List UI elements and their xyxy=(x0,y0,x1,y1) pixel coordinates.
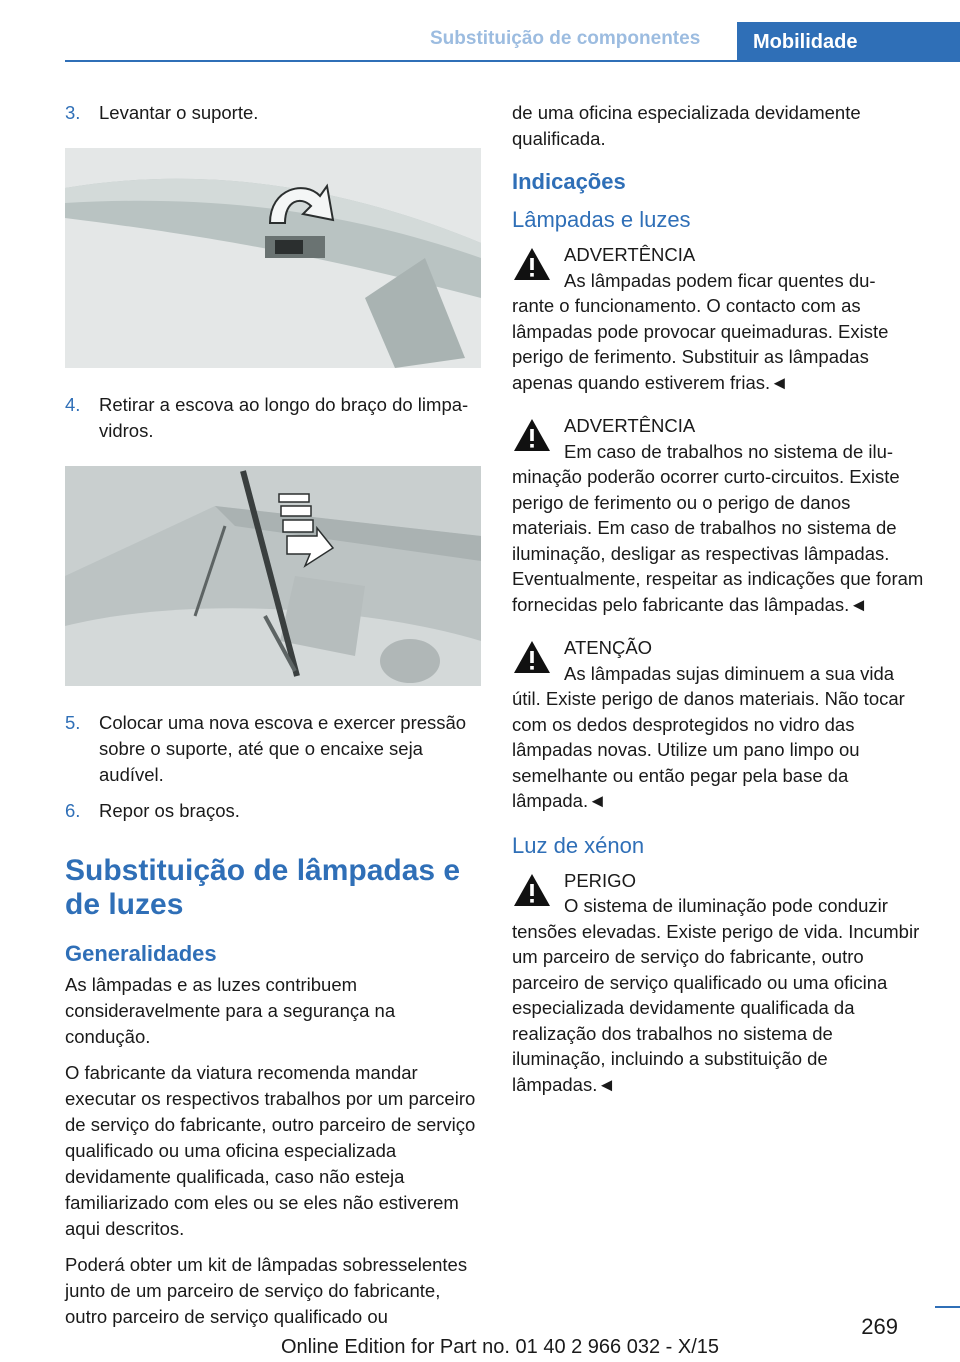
warning-triangle-icon xyxy=(512,246,552,282)
paragraph: As lâmpadas e as luzes contribuem consideravelmente para a segurança na condução. xyxy=(65,974,396,1047)
header-section-title: Substituição de componentes xyxy=(430,28,701,49)
warning-label: ADVERTÊNCIA xyxy=(564,244,696,265)
wiper-blade-removal-illustration xyxy=(65,466,481,686)
subsection-heading: Generalidades xyxy=(65,941,217,966)
paragraph-continued: de uma oficina especializada devidamente qualificada. xyxy=(512,102,861,149)
page-number: 269 xyxy=(861,1314,898,1339)
danger-first-line: O sistema de iluminação pode conduzir xyxy=(564,895,888,916)
step-number: 4. xyxy=(65,394,81,415)
right-column xyxy=(512,100,924,1115)
danger-text: tensões elevadas. Existe perigo de vida. Incumbir um parceiro de serviço do fabricante, outro parceiro de serviço qualificado ou uma oficina especializada devidamente qualificada da realização dos trabalhos no sistema de iluminação, incluindo a substituição de lâmpadas.◄ xyxy=(512,920,920,1095)
warning-block xyxy=(512,242,924,395)
warning-text: rante o funcionamento. O contacto com as lâmpadas pode provocar queimaduras. Existe perigo de ferimento. Substituir as lâmpadas apenas quando estiverem frias.◄ xyxy=(512,295,889,393)
step-text: Colocar uma nova escova e exercer pressão sobre o suporte, até que o encaixe seja audível. xyxy=(99,712,467,785)
notes-heading: Indicações xyxy=(512,169,626,194)
caution-first-line: As lâmpadas sujas diminuem a sua vida xyxy=(564,662,895,684)
step-3 xyxy=(65,100,481,126)
left-column xyxy=(65,100,481,1340)
warning-text: minação poderão ocorrer curto-circuitos. Existe perigo de ferimento ou o perigo de danos materiais. Em caso de trabalhos no sistema de iluminação, desligar as respectivas lâmpadas. Eventualmente, respeitar as indicações que foram fornecidas pelo fabricante das lâmpadas.◄ xyxy=(512,466,924,615)
warning-triangle-icon xyxy=(512,417,552,453)
step-number: 3. xyxy=(65,102,81,123)
warning-first-line: As lâmpadas podem ficar quentes du- xyxy=(564,269,876,291)
header-rule xyxy=(65,60,960,62)
caution-text: útil. Existe perigo de danos materiais. Não tocar com os dedos desprotegidos no vidro das lâmpadas novas. Utilize um pano limpo ou semelhante ou então pegar pela base da lâmpada.◄ xyxy=(512,688,905,811)
warning-label: ADVERTÊNCIA xyxy=(564,415,696,436)
warning-triangle-icon xyxy=(512,639,552,675)
step-text: Retirar a escova ao longo do braço do limpa-vidros. xyxy=(99,394,469,441)
wiper-lift-illustration xyxy=(65,148,481,368)
caution-block xyxy=(512,635,924,814)
step-5 xyxy=(65,710,481,788)
section-heading: Substituição de lâmpadas e de luzes xyxy=(65,854,461,921)
warning-triangle-icon xyxy=(512,872,552,908)
warning-first-line: Em caso de trabalhos no sistema de ilu- xyxy=(564,440,894,462)
paragraph: Poderá obter um kit de lâmpadas sobresselentes junto de um parceiro de serviço do fabricante, outro parceiro de serviço qualificado ou xyxy=(65,1254,468,1327)
step-number: 5. xyxy=(65,712,81,733)
lamps-subheading: Lâmpadas e luzes xyxy=(512,207,691,232)
warning-block xyxy=(512,413,924,617)
step-4 xyxy=(65,392,481,444)
danger-block xyxy=(512,868,924,1098)
header-chapter-tab: Mobilidade xyxy=(737,22,960,62)
xenon-subheading: Luz de xénon xyxy=(512,832,645,858)
footer-rule xyxy=(935,1306,960,1308)
caution-label: ATENÇÃO xyxy=(564,637,653,658)
step-6 xyxy=(65,798,481,824)
edition-note: Online Edition for Part no. 01 40 2 966 032 - X/15 xyxy=(280,1336,720,1358)
step-number: 6. xyxy=(65,800,81,821)
step-text: Levantar o suporte. xyxy=(99,102,259,123)
danger-label: PERIGO xyxy=(564,869,636,891)
step-text: Repor os braços. xyxy=(99,800,240,821)
paragraph: O fabricante da viatura recomenda mandar executar os respectivos trabalhos por um parceiro de serviço do fabricante, outro parceiro de serviço qualificado ou uma oficina especializada devidamente qualificada, caso não esteja familiarizado com eles ou se eles não estiverem aqui descritos. xyxy=(65,1062,476,1239)
